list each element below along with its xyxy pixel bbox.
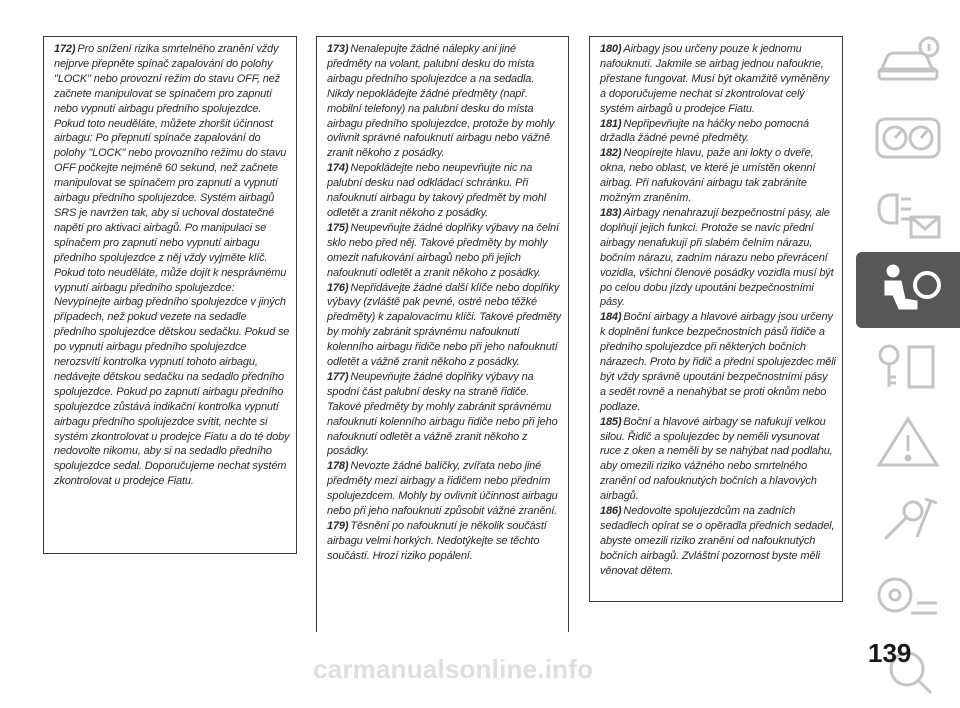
warning-number: 178) bbox=[327, 460, 349, 473]
warning-paragraph bbox=[600, 504, 836, 579]
warning-text: Neupevňujte žádné doplňky výbavy na spodní část palubní desky na straně řidiče. Takové předměty by mohly zabránit správnému nafouknutí kolenního airbagu řidiče nebo při jeho nafouknutí odletět a vážně zranit někoho z posádky. bbox=[327, 370, 558, 458]
warning-paragraph bbox=[327, 42, 562, 161]
car-info-icon bbox=[871, 33, 945, 91]
chapter-sidebar bbox=[856, 0, 960, 678]
warning-number: 179) bbox=[327, 520, 349, 532]
warning-number: 174) bbox=[327, 162, 349, 175]
warning-number: 184) bbox=[600, 311, 622, 324]
warning-text: Těsnění po nafouknutí je několik součástí airbagu velmi horkých. Nedotýkejte se těchto součástí. Hrozí riziko popálení. bbox=[327, 520, 547, 562]
warning-paragraph bbox=[54, 42, 290, 489]
warning-text: Airbagy nenahrazují bezpečnostní pásy, ale doplňují jejich funkci. Protože se navíc přední airbagy nenafukují při slabém čelním nárazu, bočním nárazu, zadním nárazu nebo převrácení vozidla, všichni členové posádky vozidla musí být po celou dobu jízdy upoutáni bezpečnostními pásy. bbox=[600, 206, 834, 309]
warning-text: Airbagy jsou určeny pouze k jednomu nafouknutí. Jakmile se airbag jednou nafoukne, přestane fungovat. Musí být okamžitě vyměněny a doporučujeme nechat si zkontrolovat celý systém airbagů u prodejce Fiatu. bbox=[600, 43, 830, 115]
warning-number: 180) bbox=[600, 43, 622, 55]
warning-text: Nepřipevňujte na háčky nebo pomocná držadla žádné pevné předměty. bbox=[600, 117, 809, 145]
warning-paragraph bbox=[327, 281, 562, 370]
warning-triangle-icon bbox=[871, 413, 945, 471]
warning-paragraph bbox=[327, 519, 562, 564]
warning-number: 181) bbox=[600, 117, 622, 130]
watermark: carmanualsonline.info bbox=[313, 654, 594, 684]
warning-text: Nenalepujte žádné nálepky ani jiné předměty na volant, palubní desku do místa airbagu předního spolujezdce a na sedadla. Nikdy nepokládejte žádné předměty (např. mobilní telefony) na palubní desku do místa airbagu předního spolujezdce, protože by mohly ovlivnit správné nafouknutí airbagu nebo vážně zranit někoho z posádky. bbox=[327, 43, 555, 160]
warning-text: Neopírejte hlavu, paže ani lokty o dveře, okna, nebo oblast, ve které je umístěn okenní airbag. Při nafukování airbagu tak zabráníte možným zraněním. bbox=[600, 147, 816, 205]
tab-lights-messages[interactable] bbox=[856, 176, 960, 252]
warning-number: 176) bbox=[327, 281, 349, 294]
warning-text: Boční airbagy a hlavové airbagy jsou určeny k doplnění funkce bezpečnostních pásů řidiče a předního spolujezdce při některých bočních nárazech. Proto by řidič a přední spolujezdec měli být vždy správně upoutáni bezpečnostními pásy a sedět rovně a nenahýbat se proti oknům nebo podlaze. bbox=[600, 311, 836, 413]
light-and-mail-icon bbox=[871, 185, 945, 243]
warning-text: Nepřidávejte žádné další klíče nebo doplňky výbavy (zvláště pak pevné, ostré nebo těžké předměty) k zapalovacímu klíči. Takové předměty by mohly zabránit správnému nafouknutí kolenního airbagu řidiče nebo při jeho nafouknutí odletět a vážně zranit někoho z posádky. bbox=[327, 281, 562, 369]
warning-number: 185) bbox=[600, 415, 622, 428]
tab-safety[interactable] bbox=[856, 252, 960, 328]
tab-maintenance[interactable] bbox=[856, 480, 960, 556]
warning-text: Neupevňujte žádné doplňky výbavy na čelní sklo nebo před něj. Takové předměty by mohly omezit nafukování airbagů nebo při jejich nafouknutí odletět a zranit někoho z posádky. bbox=[327, 221, 559, 279]
airbag-passenger-icon bbox=[871, 261, 945, 319]
warning-paragraph bbox=[327, 221, 562, 281]
warning-paragraph bbox=[600, 117, 836, 147]
warning-column-1 bbox=[43, 36, 297, 554]
warning-paragraph bbox=[600, 146, 836, 206]
warning-number: 183) bbox=[600, 206, 622, 219]
tab-car-info[interactable] bbox=[856, 24, 960, 100]
page-number: 139 bbox=[868, 638, 912, 668]
warning-paragraph bbox=[327, 459, 562, 519]
warning-paragraph bbox=[600, 415, 836, 504]
warning-paragraph bbox=[327, 370, 562, 459]
warning-paragraph bbox=[600, 42, 836, 117]
warning-number: 182) bbox=[600, 147, 622, 160]
warning-number: 177) bbox=[327, 370, 349, 383]
tab-starting-driving[interactable] bbox=[856, 328, 960, 404]
technical-data-icon bbox=[871, 565, 945, 623]
warning-text: Pro snížení rizika smrtelného zranění vždy nejprve přepněte spínač zapalování do polohy "LOCK" nebo provozní režim do stavu OFF, než začnete manipulovat se spínačem pro zapnutí nebo vypnutí airbagu předního spolujezdce. Pokud toto neuděláte, můžete zhoršit účinnost airbagu: Po přepnutí spínače zapalování do polohy "LOCK" nebo provozního režimu do stavu OFF počkejte nejméně 60 sekund, než začnete manipulovat se spínačem pro zapnutí a vypnutí airbagu předního spolujezdce. Systém airbagů SRS je navržen tak, aby si uchoval dostatečné napětí pro aktivaci airbagů. Po manipulaci se spínačem pro zapnutí nebo vypnutí airbagu předního spolujezdce z něj vždy vyjměte klíč. Pokud toto neuděláte, může dojít k nesprávnému vypnutí airbagu předního spolujezdce: Nevypínejte airbag předního spolujezdce v jiných případech, než pokud vezete na sedadle předního spolujezdce dětskou sedačku. Pokud se po vypnutí airbagu předního spolujezdce nerozsvítí kontrolka vypnutí tohoto airbagu, nedávejte dětskou sedačku na sedadlo předního spolujezdce. Pokud po zapnutí airbagu předního spolujezdce zůstává indikační kontrolka vypnutí airbagu předního spolujezdce svítit, nechte si systém zkontrolovat u prodejce Fiatu a do té doby nedovolte nikomu, aby si na sedadlo předního spolujezdce sedal. Doporučujeme nechat systém zkontrolovat u prodejce Fiatu. bbox=[54, 43, 290, 488]
warning-text: Nepokládejte nebo neupevňujte nic na palubní desku nad odkládací schránku. Při nafouknutí airbagu by takový předmět by mohl odletět a zranit někoho z posádky. bbox=[327, 162, 547, 219]
warning-number: 175) bbox=[327, 221, 349, 234]
warning-column-2 bbox=[316, 36, 569, 632]
warning-text: Boční a hlavové airbagy se nafukují velkou silou. Řidič a spolujezdec by neměli vysunovat ruce z oken a neměli by se nahýbat nad podlahu, aby omezili riziko vážného nebo smrtelného zranění od nafouknutých bočních a hlavových airbagů. bbox=[600, 415, 833, 503]
warning-number: 186) bbox=[600, 505, 622, 518]
warning-paragraph bbox=[600, 310, 836, 414]
warning-number: 173) bbox=[327, 43, 349, 55]
tab-emergency[interactable] bbox=[856, 404, 960, 480]
warning-column-3 bbox=[589, 36, 843, 602]
warning-text: Nevozte žádné balíčky, zvířata nebo jiné předměty mezi airbagy a řidičem nebo předním spolujezdcem. Mohly by ovlivnit účinnost airbagu nebo při jeho nafouknutí způsobit vážné zranění. bbox=[327, 460, 558, 518]
warning-text: Nedovolte spolujezdcům na zadních sedadlech opírat se o opěradla předních sedadel, abyste omezili riziko zranění od nafouknutých bočních airbagů. Zvláštní pozornost byste měli věnovat dětem. bbox=[600, 505, 835, 577]
ignition-key-icon bbox=[871, 337, 945, 395]
warning-paragraph bbox=[327, 161, 562, 221]
warning-paragraph bbox=[600, 206, 836, 310]
dashboard-gauges-icon bbox=[871, 109, 945, 167]
maintenance-tools-icon bbox=[871, 489, 945, 547]
warning-number: 172) bbox=[54, 43, 76, 55]
tab-dashboard[interactable] bbox=[856, 100, 960, 176]
tab-technical-data[interactable] bbox=[856, 556, 960, 632]
